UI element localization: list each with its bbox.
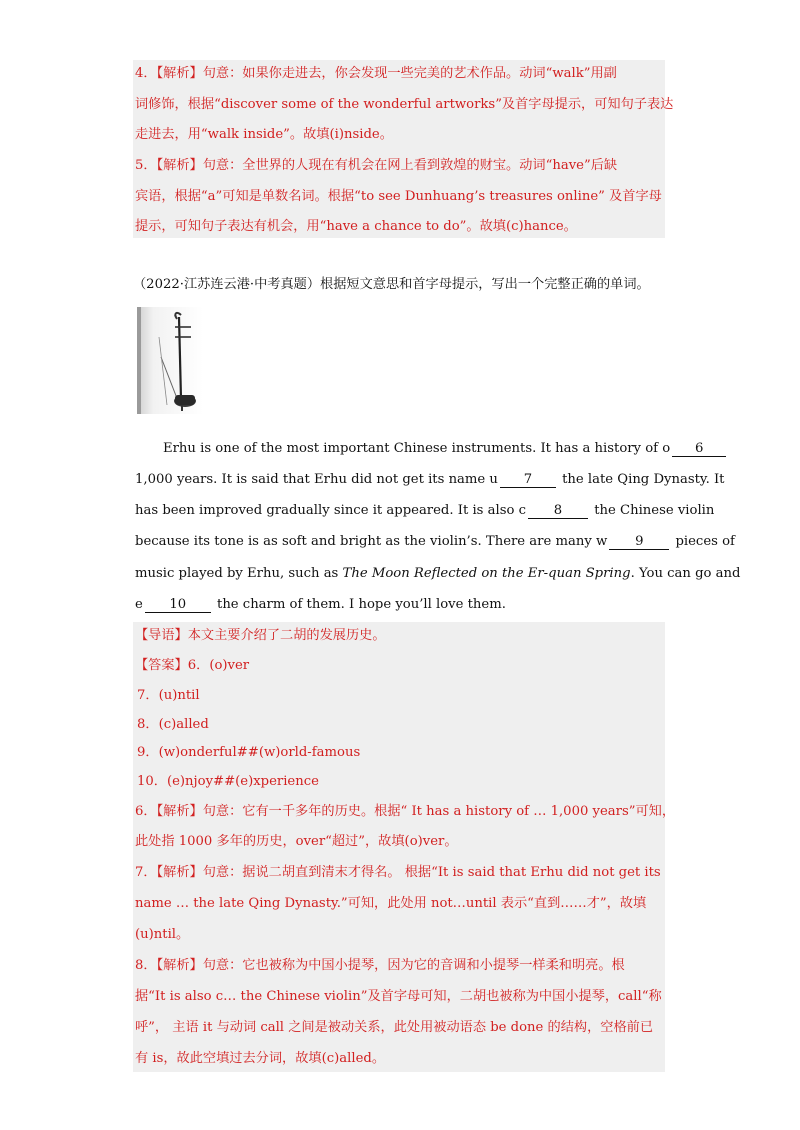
passage-text: because its tone is as soft and bright as the violin’s. There are many w	[135, 534, 608, 549]
passage-text: the charm of them. I hope you’ll love them.	[217, 597, 506, 612]
analysis-6-line-2: 此处指 1000 多年的历史，over“超过”，故填(o)ver。	[135, 834, 458, 849]
answer-line-6	[135, 656, 249, 676]
passage-text: Erhu is one of the most important Chinese instruments. It has a history of o	[163, 441, 671, 456]
passage-line-5	[135, 564, 740, 584]
analysis-5-line-1: 5．【解析】句意：全世界的人现在有机会在网上看到敦煌的财宝。动词“have”后缺	[135, 158, 618, 173]
blank-8[interactable]: 8	[528, 503, 588, 519]
answer-10: 10．(e)njoy##(e)xperience	[137, 774, 319, 789]
passage-text: . You can go and	[630, 566, 741, 581]
analysis-8-line-4: 有 is，故此空填过去分词，故填(c)alled。	[135, 1051, 386, 1066]
question-header: （2022·江苏连云港·中考真题）根据短文意思和首字母提示，写出一个完整正确的单词。	[133, 277, 650, 292]
analysis-4-line-1: 4．【解析】句意：如果你走进去，你会发现一些完美的艺术作品。动词“walk”用副	[135, 66, 617, 81]
analysis-6-line-1: 6．【解析】句意：它有一千多年的历史。根据“ It has a history of … 1,000 years”可知，	[135, 804, 676, 819]
passage-line-3	[135, 501, 714, 521]
answer-9: 9．(w)onderful##(w)orld-famous	[137, 745, 361, 760]
passage-line-2	[135, 470, 724, 490]
passage-text: has been improved gradually since it appeared. It is also c	[135, 503, 526, 518]
passage-text: the Chinese violin	[594, 503, 715, 518]
blank-7[interactable]: 7	[500, 472, 556, 488]
analysis-8-line-3: 呼”， 主语 it 与动词 call 之间是被动关系，此处用被动语态 be done 的结构，空格前已	[135, 1020, 654, 1035]
passage-line-4	[135, 532, 735, 552]
passage-line-1	[163, 439, 728, 459]
passage-text: 1,000 years. It is said that Erhu did not get its name u	[135, 472, 498, 487]
analysis-7-line-1: 7．【解析】句意：据说二胡直到清末才得名。 根据“It is said that Erhu did not get its	[135, 865, 661, 880]
passage-line-6	[135, 595, 506, 615]
song-title: The Moon Reflected on the Er-quan Spring	[342, 566, 631, 581]
blank-6[interactable]: 6	[672, 441, 726, 457]
analysis-5-line-2: 宾语，根据“a”可知是单数名词。根据“to see Dunhuang’s treasures online” 及首字母	[135, 189, 662, 204]
analysis-block-top	[133, 60, 665, 238]
guide-text: 【导语】本文主要介绍了二胡的发展历史。	[135, 628, 386, 643]
passage-text: music played by Erhu, such as	[135, 566, 339, 581]
analysis-4-line-3: 走进去，用“walk inside”。故填(i)nside。	[135, 127, 393, 142]
answer-label: 【答案】	[135, 658, 188, 673]
analysis-5-line-3: 提示，可知句子表达有机会，用“have a chance to do”。故填(c)hance。	[135, 219, 577, 234]
analysis-8-line-1: 8．【解析】句意：它也被称为中国小提琴，因为它的音调和小提琴一样柔和明亮。根	[135, 958, 625, 973]
analysis-4-line-2: 词修饰，根据“discover some of the wonderful artworks”及首字母提示，可知句子表达	[135, 97, 674, 112]
passage-text: pieces of	[675, 534, 735, 549]
passage-text: the late Qing Dynasty. It	[562, 472, 725, 487]
answer-7: 7．(u)ntil	[137, 688, 200, 703]
blank-9[interactable]: 9	[609, 534, 669, 550]
answer-8: 8．(c)alled	[137, 717, 209, 732]
answer-6: 6．(o)ver	[187, 658, 250, 673]
passage-text: e	[135, 597, 143, 612]
analysis-7-line-3: (u)ntil。	[135, 927, 190, 942]
analysis-8-line-2: 据“It is also c… the Chinese violin”及首字母可知，二胡也被称为中国小提琴，call“称	[135, 989, 662, 1004]
analysis-7-line-2: name … the late Qing Dynasty.”可知，此处用 not…until 表示“直到……才”，故填	[135, 896, 647, 911]
erhu-instrument-photo	[137, 307, 203, 414]
blank-10[interactable]: 10	[145, 597, 211, 613]
